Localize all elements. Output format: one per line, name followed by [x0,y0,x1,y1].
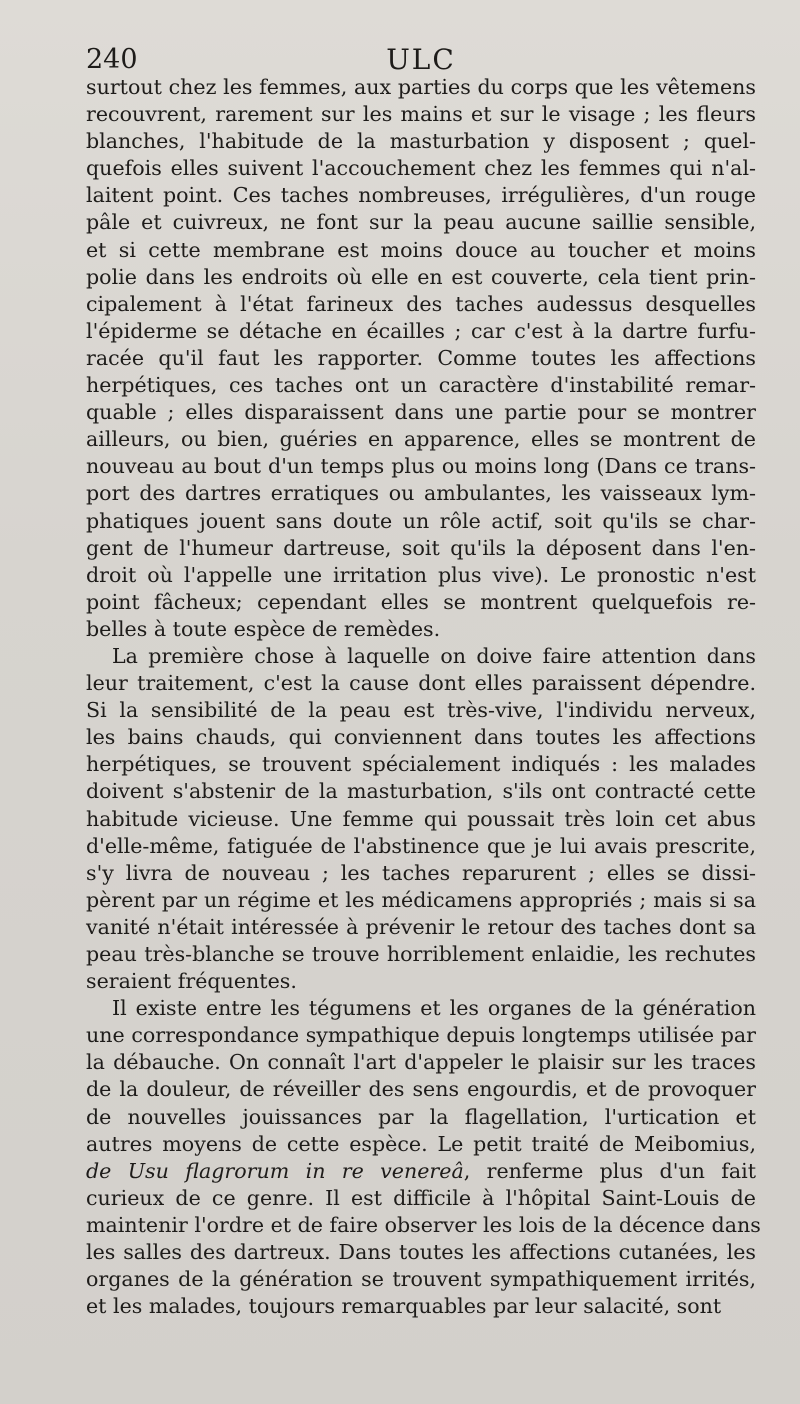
text-line: herpétiques, se trouvent spécialement indiqués : les malades [86,752,756,777]
text-line: s'y livra de nouveau ; les taches reparurent ; elles se dissi- [86,860,756,885]
text-line: cipalement à l'état farineux des taches audessus desquelles [86,291,756,316]
paragraph [86,995,761,1320]
text-line: polie dans les endroits où elle en est couverte, cela tient prin- [86,264,756,289]
text-line: de Usu flagrorum in re venereâ, renferme plus d'un fait [86,1158,756,1183]
paragraph [86,74,756,643]
text-line: curieux de ce genre. Il est difficile à l'hôpital Saint-Louis de [86,1185,756,1210]
text-line: recouvrent, rarement sur les mains et sur le visage ; les fleurs [86,102,756,127]
text-line: les bains chauds, qui conviennent dans toutes les affections [86,725,756,750]
body-text [86,74,761,1320]
page-number: 240 [86,44,138,75]
text-line: nouveau au bout d'un temps plus ou moins long (Dans ce trans- [86,454,756,479]
text-line: organes de la génération se trouvent sympathiquement irrités, [86,1267,756,1292]
text-line: de la douleur, de réveiller des sens engourdis, et de provoquer [86,1077,756,1102]
text-line: quable ; elles disparaissent dans une partie pour se montrer [86,400,756,425]
text-line: racée qu'il faut les rapporter. Comme toutes les affections [86,345,756,370]
text-line: pèrent par un régime et les médicamens appropriés ; mais si sa [86,887,756,912]
text-line: point fâcheux; cependant elles se montrent quelquefois re- [86,589,756,614]
text-line: quefois elles suivent l'accouchement chez les femmes qui n'al- [86,156,756,181]
text-line: herpétiques, ces taches ont un caractère d'instabilité remar- [86,373,756,398]
text-line: les salles des dartreux. Dans toutes les affections cutanées, les [86,1240,756,1265]
italic-title: de Usu flagrorum in re venereâ [86,1158,464,1183]
text-line: port des dartres erratiques ou ambulantes, les vaisseaux lym- [86,481,756,506]
text-line: laitent point. Ces taches nombreuses, irrégulières, d'un rouge [86,183,756,208]
text-line: de nouvelles jouissances par la flagellation, l'urtication et [86,1104,756,1129]
text-line: pâle et cuivreux, ne font sur la peau aucune saillie sensible, [86,210,756,235]
text-line: autres moyens de cette espèce. Le petit traité de Meibomius, [86,1131,756,1156]
text-line: blanches, l'habitude de la masturbation y disposent ; quel- [86,129,756,154]
text-line: gent de l'humeur dartreuse, soit qu'ils la déposent dans l'en- [86,535,756,560]
text-line: habitude vicieuse. Une femme qui poussait très loin cet abus [86,806,756,831]
text-line: seraient fréquentes. [86,969,297,994]
text-line: maintenir l'ordre et de faire observer les lois de la décence dans [86,1212,761,1237]
text-line: phatiques jouent sans doute un rôle actif, soit qu'ils se char- [86,508,756,533]
paragraph [86,643,756,995]
running-head: ULC [386,43,456,76]
text-line: et si cette membrane est moins douce au toucher et moins [86,237,756,262]
text-line: peau très-blanche se trouve horriblement enlaidie, les rechutes [86,942,756,966]
text-line: vanité n'était intéressée à prévenir le retour des taches dont sa [86,914,756,939]
text-line: Il existe entre les tégumens et les organes de la génération [112,996,756,1021]
text-line: La première chose à laquelle on doive faire attention dans [112,643,756,668]
text-line: l'épiderme se détache en écailles ; car c'est à la dartre furfu- [86,318,756,343]
text-line: Si la sensibilité de la peau est très-vive, l'individu nerveux, [86,698,756,723]
text-line: doivent s'abstenir de la masturbation, s'ils ont contracté cette [86,779,756,804]
text-line: ailleurs, ou bien, guéries en apparence, elles se montrent de [86,427,756,452]
text-line: droit où l'appelle une irritation plus vive). Le pronostic n'est [86,562,756,587]
text-line: belles à toute espèce de remèdes. [86,616,441,641]
text-line: surtout chez les femmes, aux parties du corps que les vêtemens [86,75,756,99]
text-line: d'elle-même, fatiguée de l'abstinence que je lui avais prescrite, [86,833,756,858]
text-line: leur traitement, c'est la cause dont elles paraissent dépendre. [86,671,756,696]
text-line: une correspondance sympathique depuis longtemps utilisée par [86,1023,756,1048]
text-line: la débauche. On connaît l'art d'appeler le plaisir sur les traces [86,1050,756,1075]
text-line: et les malades, toujours remarquables par leur salacité, sont [86,1294,722,1319]
